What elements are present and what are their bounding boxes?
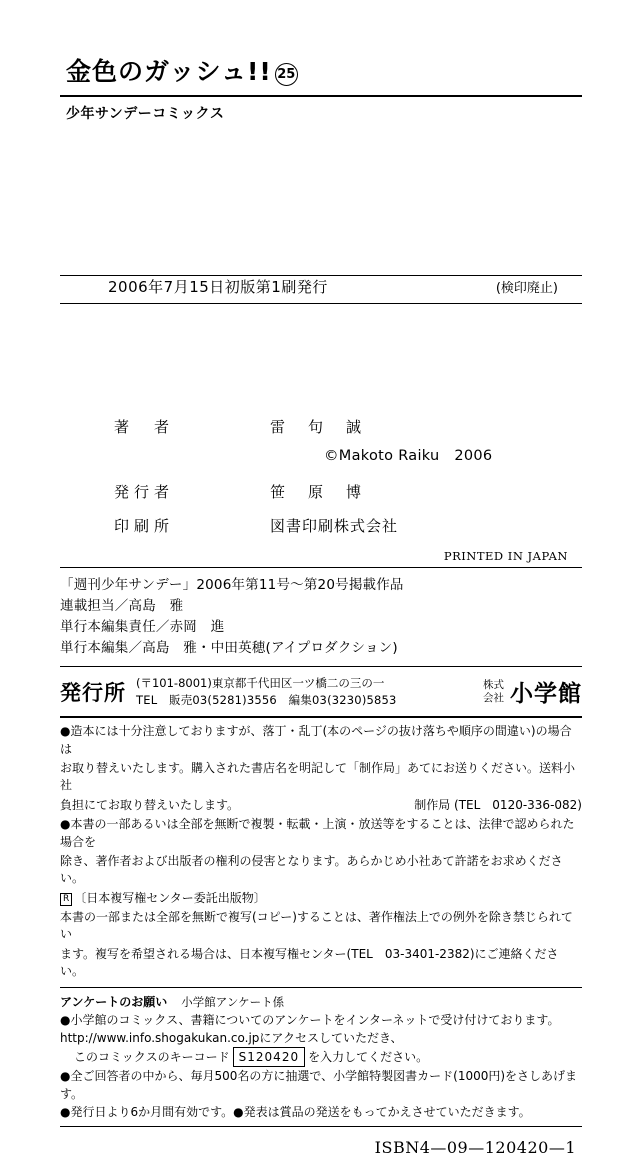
reprographic-row [60,890,582,907]
serialization-line: 単行本編集責任／赤岡 進 [60,618,225,635]
survey-line: ●小学館のコミックス、書籍についてのアンケートをインターネットで受け付けております。 [60,1012,560,1027]
serialization-line: 単行本編集／高島 雅・中田英穂(アイプロダクション) [60,639,398,656]
notices-block [60,716,582,980]
printer-value: 図書印刷株式会社 [270,517,399,535]
publication-date-row [60,276,582,303]
publisher-block [60,666,582,710]
divider-below-pubdate [60,303,582,304]
survey-url-row [60,1029,582,1047]
notice-line: ●造本には十分注意しておりますが、落丁・乱丁(本のページの抜け落ちや順序の間違い)の場合は [60,724,572,756]
divider-title-thick [60,95,582,97]
reprographic-mark: R [60,893,72,906]
serialization-line: 連載担当／高島 雅 [60,597,184,614]
publisher-address-line1: (〒101-8001)東京都千代田区一ツ橋二の三の一 [136,675,385,690]
serialization-block [60,567,582,659]
copyright-line: ©Makoto Raiku 2006 [324,448,493,464]
corporation-type-line2: 会社 [483,691,504,704]
publication-date: 2006年7月15日初版第1刷発行 [108,278,328,296]
author-value: 雷 句 誠 [270,418,366,436]
series-label: 少年サンデーコミックス [66,106,225,122]
publisher-name: 小学館 [510,681,582,708]
notice-line: 負担にてお取り替えいたします。 [60,797,240,812]
publisher-label: 発行所 [60,680,126,705]
reprographic-label: 〔日本複写権センター委託出版物〕 [74,890,266,905]
survey-url-link[interactable]: http://www.info.shogakukan.co.jp [60,1030,260,1045]
notice-line-with-contact [60,797,582,814]
keycode-value: S120420 [233,1047,305,1067]
reprographic-notice-line: ます。複写を希望される場合は、日本複写権センター(TEL 03-3401-2382)にご連絡ください。 [60,946,559,979]
corporation-type [483,679,504,705]
publication-date-block [60,275,582,304]
credit-row [60,515,582,536]
notice-line: 除き、著作者および出版者の権利の侵害となります。あらかじめ小社あて許諾をお求めください。 [60,853,563,886]
isbn: ISBN4—09—120420—1 [374,1137,576,1157]
credit-row [60,416,582,437]
corporation-type-line1: 株式 [483,678,504,691]
survey-prize-line: ●全ご回答者の中から、毎月500名の方に抽選で、小学館特製図書カード(1000円)をさしあげます。 [60,1068,578,1101]
keycode-prefix: このコミックスのキーコード [74,1049,230,1064]
keycode-suffix: を入力してください。 [308,1049,429,1064]
author-label: 著 者 [114,418,175,436]
survey-heading-sub: 小学館アンケート係 [181,994,285,1009]
title-row [60,52,582,88]
survey-block [60,987,582,1127]
survey-heading: アンケートのお願い [60,994,168,1009]
publisher-person-value: 笹 原 博 [270,483,366,501]
colophon-page [0,52,642,1157]
survey-url-suffix: にアクセスしていただき、 [259,1030,403,1045]
serialization-line: 「週刊少年サンデー」2006年第11号〜第20号掲載作品 [60,577,404,593]
publisher-address [136,675,483,710]
printer-label: 印刷所 [114,517,175,535]
volume-badge: 25 [275,63,298,86]
publisher-person-label: 発行者 [114,483,175,501]
reprographic-notice-line: 本書の一部または全部を無断で複写(コピー)することは、著作権法上での例外を除き禁じられてい [60,910,573,942]
survey-heading-row [60,993,582,1011]
credits-block [60,416,582,563]
printed-in-japan: PRINTED IN JAPAN [443,549,568,563]
page-title: 金色のガッシュ!! [66,57,272,86]
notice-line: ●本書の一部あるいは全部を無断で複製・転載・上演・放送等をすることは、法律で認められた場合を [60,817,575,849]
publication-note: (検印廃止) [495,281,558,296]
credit-row [60,481,582,502]
notice-line: お取り替えいたします。購入された書店名を明記して「制作局」あてにお送りください。送料小社 [60,760,576,793]
publisher-address-line2: TEL 販売03(5281)3556 編集03(3230)5853 [136,692,397,707]
survey-keycode-row [60,1047,582,1067]
production-contact: 制作局 (TEL 0120-336-082) [414,797,582,812]
survey-validity-line: ●発行日より6か月間有効です。●発表は賞品の発送をもってかえさせていただきます。 [60,1104,531,1119]
